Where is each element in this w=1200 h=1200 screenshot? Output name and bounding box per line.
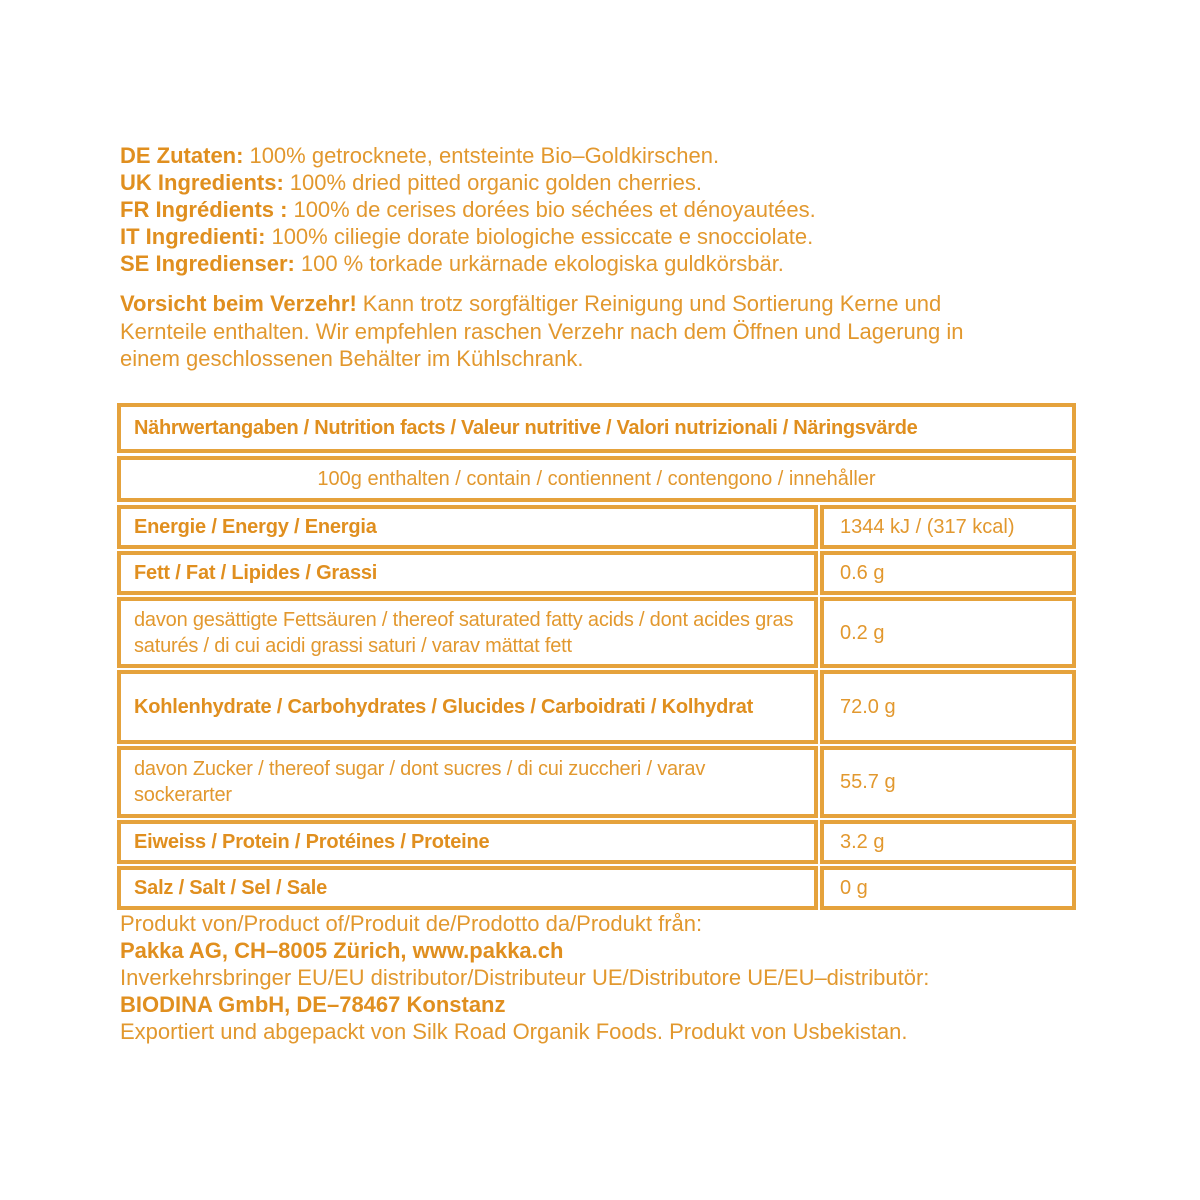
nutrition-row-saturated-fat xyxy=(117,597,1076,668)
ingredient-text-de: 100% getrocknete, entsteinte Bio–Goldkirschen. xyxy=(249,143,720,168)
nutrition-table xyxy=(117,403,1076,910)
nutrition-row-carbohydrates xyxy=(117,670,1076,744)
producer-line-origin: Produkt von/Product of/Produit de/Prodotto da/Produkt från: xyxy=(120,911,703,936)
nutrition-row-protein xyxy=(117,820,1076,864)
row-label: Kohlenhydrate / Carbohydrates / Glucides / Carboidrati / Kolhydrat xyxy=(117,670,818,744)
ingredient-line-fr xyxy=(120,196,1080,223)
row-label: Fett / Fat / Lipides / Grassi xyxy=(117,551,818,595)
row-label: davon gesättigte Fettsäuren / thereof saturated fatty acids / dont acides gras saturés / di cui acidi grassi saturi / varav mättat fett xyxy=(117,597,818,668)
ingredient-label-de: DE Zutaten: xyxy=(120,143,244,168)
row-label: Energie / Energy / Energia xyxy=(117,505,818,549)
row-value: 0.6 g xyxy=(820,551,1076,595)
producer-line-biodina: BIODINA GmbH, DE–78467 Konstanz xyxy=(120,992,506,1017)
ingredient-label-se: SE Ingredienser: xyxy=(120,251,295,276)
nutrition-row-salt xyxy=(117,866,1076,910)
ingredient-label-it: IT Ingredienti: xyxy=(120,224,266,249)
row-label: Eiweiss / Protein / Protéines / Proteine xyxy=(117,820,818,864)
producer-line-pakka: Pakka AG, CH–8005 Zürich, www.pakka.ch xyxy=(120,938,564,963)
ingredient-line-it xyxy=(120,223,1080,250)
ingredient-text-uk: 100% dried pitted organic golden cherries. xyxy=(289,170,702,195)
consumption-warning xyxy=(120,290,988,373)
row-label: Salz / Salt / Sel / Sale xyxy=(117,866,818,910)
ingredient-line-se xyxy=(120,250,1080,277)
ingredient-label-uk: UK Ingredients: xyxy=(120,170,284,195)
ingredients-list xyxy=(120,142,1080,277)
producer-line-distributor-label: Inverkehrsbringer EU/EU distributor/Distributeur UE/Distributore UE/EU–distributör: xyxy=(120,965,930,990)
row-value: 55.7 g xyxy=(820,746,1076,818)
row-value: 72.0 g xyxy=(820,670,1076,744)
row-value: 3.2 g xyxy=(820,820,1076,864)
ingredient-line-de xyxy=(120,142,1080,169)
warning-label: Vorsicht beim Verzehr! xyxy=(120,291,357,316)
nutrition-subtitle: 100g enthalten / contain / contiennent / contengono / innehåller xyxy=(117,456,1076,502)
nutrition-title: Nährwertangaben / Nutrition facts / Valeur nutritive / Valori nutrizionali / Näringsvärde xyxy=(117,403,1076,453)
ingredient-line-uk xyxy=(120,169,1080,196)
ingredient-text-it: 100% ciliegie dorate biologiche essiccate e snocciolate. xyxy=(271,224,814,249)
warning-text: Kann trotz sorgfältiger Reinigung und Sortierung Kerne und Kernteile enthalten. Wir empfehlen raschen Verzehr nach dem Öffnen und Lagerung in einem geschlossenen Behälter im Kühlschrank. xyxy=(120,291,964,371)
row-value: 0 g xyxy=(820,866,1076,910)
ingredient-label-fr: FR Ingrédients : xyxy=(120,197,288,222)
producer-info xyxy=(120,910,1110,1045)
ingredient-text-se: 100 % torkade urkärnade ekologiska guldkörsbär. xyxy=(300,251,784,276)
nutrition-row-energy xyxy=(117,505,1076,549)
nutrition-row-sugar xyxy=(117,746,1076,818)
row-value: 1344 kJ / (317 kcal) xyxy=(820,505,1076,549)
ingredient-text-fr: 100% de cerises dorées bio séchées et dénoyautées. xyxy=(293,197,816,222)
producer-line-export: Exportiert und abgepackt von Silk Road Organik Foods. Produkt von Usbekistan. xyxy=(120,1019,908,1044)
row-value: 0.2 g xyxy=(820,597,1076,668)
row-label: davon Zucker / thereof sugar / dont sucres / di cui zuccheri / varav sockerarter xyxy=(117,746,818,818)
nutrition-row-fat xyxy=(117,551,1076,595)
